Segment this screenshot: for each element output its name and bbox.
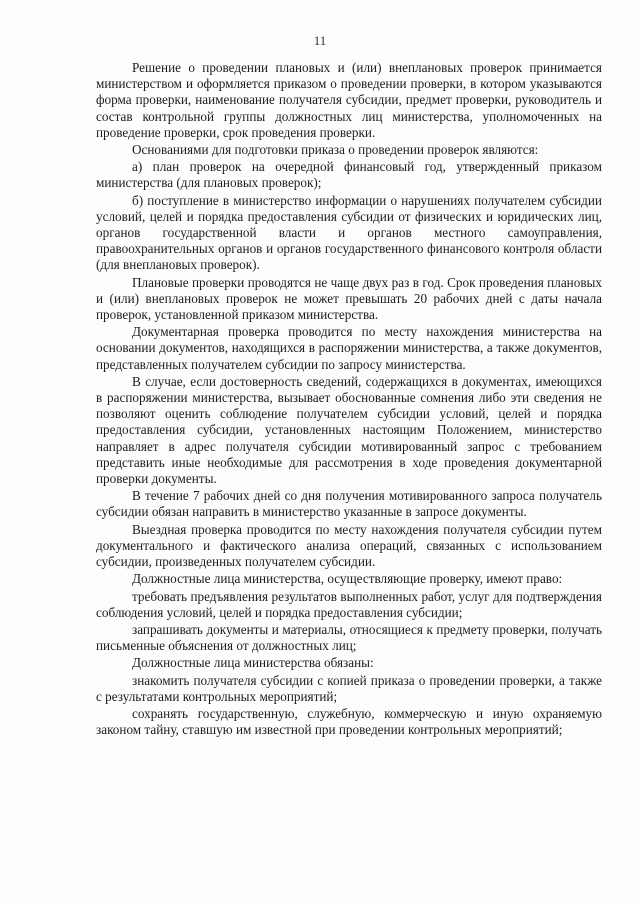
document-body: [96, 60, 602, 739]
paragraph: сохранять государственную, служебную, коммерческую и иную охраняемую законом тайну, ставшую им известной при проведении контрольных мероприятий;: [96, 705, 602, 738]
paragraph: а) план проверок на очередной финансовый год, утвержденный приказом министерства (для плановых проверок);: [96, 159, 602, 191]
paragraph: Выездная проверка проводится по месту нахождения получателя субсидии путем документального и фактического анализа операций, связанных с использованием субсидии, произведенных получателем субсидии.: [96, 521, 602, 570]
page-number: 11: [313, 33, 327, 48]
paragraph: требовать предъявления результатов выполненных работ, услуг для подтверждения соблюдения условий, целей и порядка предоставления субсидии;: [96, 588, 602, 620]
paragraph: Должностные лица министерства, осуществляющие проверку, имеют право:: [132, 571, 563, 587]
paragraph: запрашивать документы и материалы, относящиеся к предмету проверки, получать письменные объяснения от должностных лиц;: [96, 621, 602, 654]
paragraph: Решение о проведении плановых и (или) внеплановых проверок принимается министерством и оформляется приказом о проведении проверки, в котором указываются форма проверки, наименование получателя субсидии, предмет проверки, руководитель и состав контрольной группы должностных лиц министерства, уполномоченных на проведение проверки, срок проведения проверки.: [96, 60, 602, 140]
paragraph: знакомить получателя субсидии с копией приказа о проведении проверки, а также с результатами контрольных мероприятий;: [96, 672, 602, 704]
paragraph: В случае, если достоверность сведений, содержащихся в документах, имеющихся в распоряжении министерства, вызывает обоснованные сомнения либо эти сведения не позволяют оценить соблюдение получателем субсидии условий, целей и порядка предоставления субсидии, установленных настоящим Положением, министерство направляет в адрес получателя субсидии мотивированный запрос с требованием представить иные необходимые для рассмотрения в ходе проведения документарной проверки документы.: [96, 373, 602, 487]
paragraph: б) поступление в министерство информации о нарушениях получателем субсидии условий, целей и порядка предоставления субсидии от физических и юридических лиц, органов государственной власти и органов местного самоуправления, правоохранительных органов и органов государственного финансового контроля области (для внеплановых проверок).: [96, 192, 602, 273]
paragraph: Плановые проверки проводятся не чаще двух раз в год. Срок проведения плановых и (или) внеплановых проверок не может превышать 20 рабочих дней с даты начала проверок, установленной приказом министерства.: [96, 274, 602, 323]
paragraph: Должностные лица министерства обязаны:: [132, 655, 374, 671]
paragraph: Документарная проверка проводится по месту нахождения министерства на основании документов, находящихся в распоряжении министерства, а также документов, представленных получателем субсидии по запросу министерства.: [96, 324, 602, 372]
paragraph: В течение 7 рабочих дней со дня получения мотивированного запроса получатель субсидии обязан направить в министерство указанные в запросе документы.: [96, 488, 602, 520]
paragraph: Основаниями для подготовки приказа о проведении проверок являются:: [132, 142, 539, 158]
